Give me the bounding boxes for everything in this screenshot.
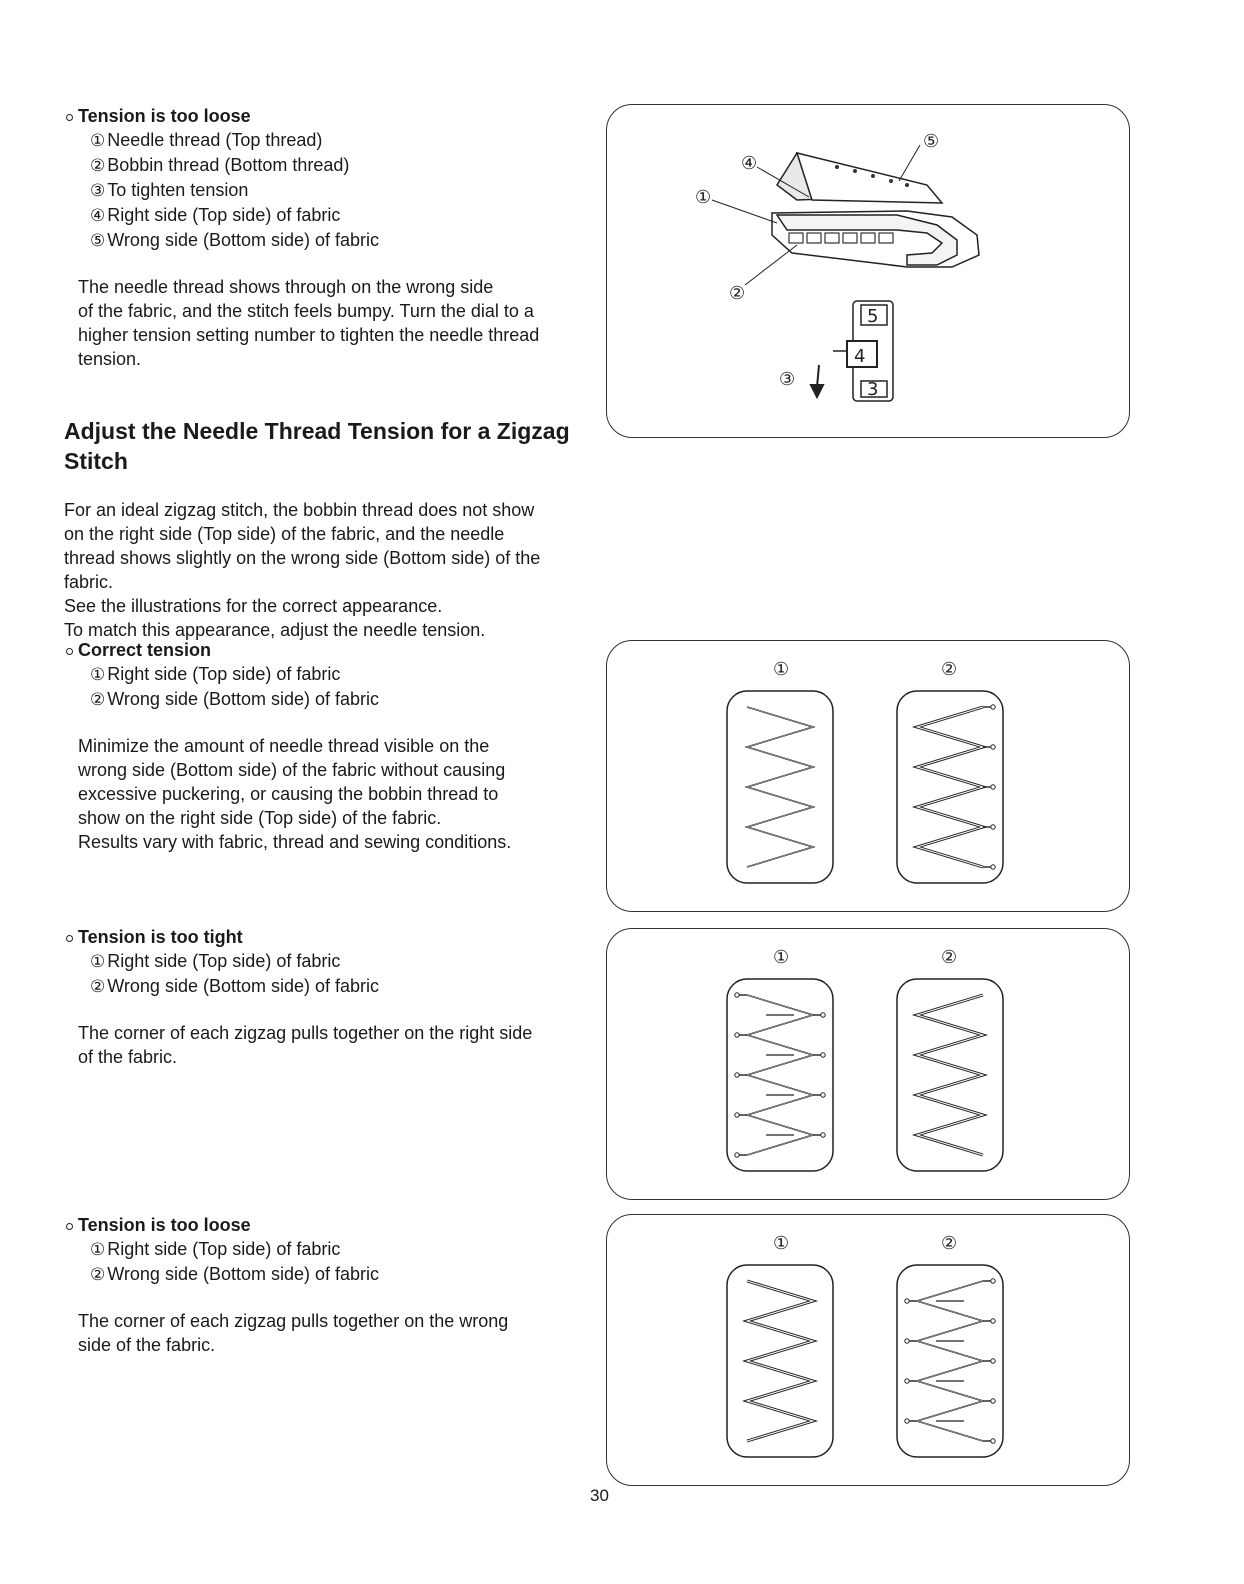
callout-1: ① [695,187,712,208]
thread-knot [735,1073,739,1077]
panel-label-2: ② [941,1233,958,1254]
thread-knot [821,1093,825,1097]
section-tight [64,925,604,1069]
dial-number-5: 5 [867,306,879,327]
fabric-dial-illustration [607,105,1129,437]
legend-list [64,1237,604,1287]
page-number: 30 [590,1486,609,1505]
section-title: Tension is too loose [64,104,604,128]
panel-label-2: ② [941,947,958,968]
legend-item: ④ Right side (Top side) of fabric [90,205,341,225]
legend-item: ⑤ Wrong side (Bottom side) of fabric [90,230,380,250]
callout-3: ③ [779,369,796,390]
figure-fabric-dial [606,104,1130,438]
zigzag-tight-illustration [607,929,1129,1199]
section-paragraph: Minimize the amount of needle thread visible on the wrong side (Bottom side) of the fabric without causing excessive puckering, or causing the bobbin thread to show on the right side (Top side) of the fabric. Results vary with fabric, thread and sewing conditions. [78,736,512,852]
legend-item: ① Right side (Top side) of fabric [90,664,341,684]
thread-knot [905,1419,909,1423]
fabric-swatch [727,691,833,883]
thread-knot [905,1299,909,1303]
thread-knot [735,1113,739,1117]
panel-tight-tension [606,928,1130,1200]
panel-label-1: ① [773,947,790,968]
legend-item: ② Bobbin thread (Bottom thread) [90,155,350,175]
legend-item: ③ To tighten tension [90,180,249,200]
thread-knot [991,1319,995,1323]
thread-knot [821,1013,825,1017]
legend-item: ② Wrong side (Bottom side) of fabric [90,689,380,709]
section-loose-straight [64,104,604,371]
legend-item: ② Wrong side (Bottom side) of fabric [90,976,380,996]
panel-correct-tension [606,640,1130,912]
page-heading: Adjust the Needle Thread Tension for a Zigzag Stitch [64,418,570,474]
thread-knot [991,825,995,829]
thread-knot [991,1359,995,1363]
thread-knot [991,1439,995,1443]
callout-4: ④ [741,153,758,174]
thread-knot [991,785,995,789]
legend-item: ② Wrong side (Bottom side) of fabric [90,1264,380,1284]
panel-loose-tension [606,1214,1130,1486]
thread-knot [821,1133,825,1137]
thread-knot [735,1153,739,1157]
section-paragraph: The corner of each zigzag pulls together on the wrong side of the fabric. [78,1311,509,1355]
dial-number-4: 4 [854,346,866,367]
section-title: Correct tension [64,638,604,662]
legend-list [64,949,604,999]
dial-number-3: 3 [867,379,879,400]
intro-paragraph: For an ideal zigzag stitch, the bobbin thread does not show on the right side (Top side) of the fabric, and the needle thread shows slightly on the wrong side (Bottom side) of the fabric. See the illustrations for the correct appearance. To match this appearance, adjust the needle tension. [64,500,541,640]
thread-knot [991,1279,995,1283]
section-paragraph: The needle thread shows through on the wrong side of the fabric, and the stitch feels bumpy. Turn the dial to a higher tension setting number to tighten the needle thread tension. [78,277,540,369]
legend-item: ① Right side (Top side) of fabric [90,1239,341,1259]
zigzag-loose-illustration [607,1215,1129,1485]
callout-2: ② [729,283,746,304]
thread-knot [735,1033,739,1037]
section-title: Tension is too tight [64,925,604,949]
thread-knot [991,745,995,749]
section-loose-zigzag [64,1213,604,1357]
callout-5: ⑤ [923,131,940,152]
legend-item: ① Right side (Top side) of fabric [90,951,341,971]
panel-label-1: ① [773,1233,790,1254]
section-correct [64,638,604,854]
thread-knot [991,865,995,869]
thread-knot [991,705,995,709]
panel-label-1: ① [773,659,790,680]
thread-knot [821,1053,825,1057]
zigzag-correct-illustration [607,641,1129,911]
thread-knot [991,1399,995,1403]
section-title: Tension is too loose [64,1213,604,1237]
legend-list [64,662,604,712]
thread-knot [735,993,739,997]
legend-item: ① Needle thread (Top thread) [90,130,323,150]
legend-list [64,128,604,253]
section-paragraph: The corner of each zigzag pulls together on the right side of the fabric. [78,1023,533,1067]
thread-knot [905,1339,909,1343]
thread-knot [905,1379,909,1383]
panel-label-2: ② [941,659,958,680]
